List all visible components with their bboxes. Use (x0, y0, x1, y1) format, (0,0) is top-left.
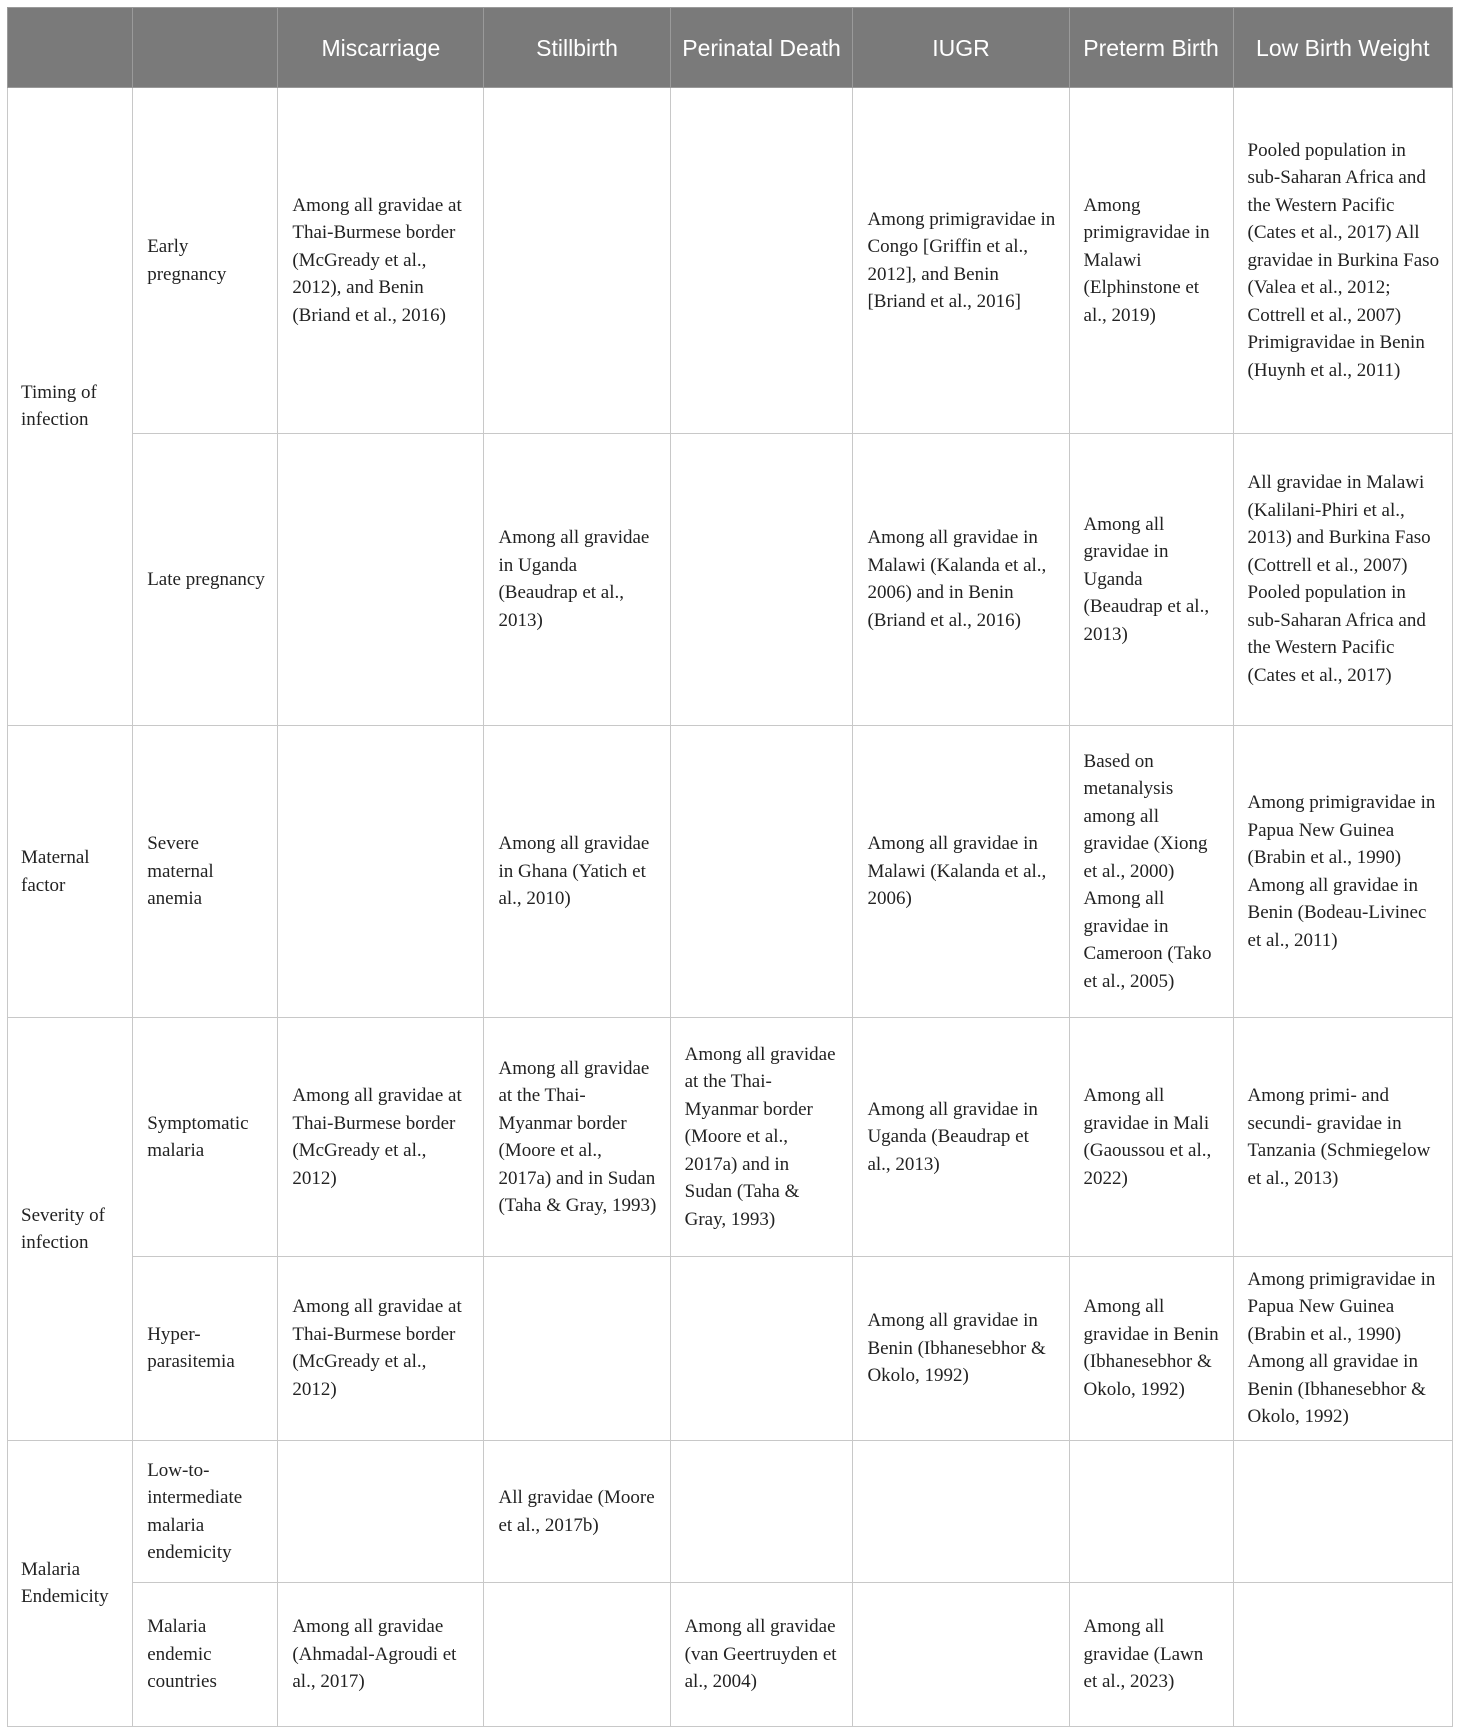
category-malaria-endemicity: Malaria Endemicity (8, 1440, 133, 1726)
header-low-birth-weight: Low Birth Weight (1233, 8, 1452, 88)
table-row (8, 1018, 1453, 1256)
category-timing-of-infection: Timing of infection (8, 88, 133, 726)
factor-hyper-parasitemia: Hyper-parasitemia (133, 1256, 278, 1440)
cell-iugr: Among all gravidae in Uganda (Beaudrap et al., 2013) (853, 1018, 1069, 1256)
factor-severe-maternal-anemia: Severe maternal anemia (133, 725, 278, 1018)
cell-miscarriage (278, 725, 484, 1018)
table-row (8, 1440, 1453, 1583)
outcomes-table (7, 7, 1453, 1727)
cell-perinatal-death: Among all gravidae at the Thai-Myanmar border (Moore et al., 2017a) and in Sudan (Taha & Gray, 1993) (670, 1018, 853, 1256)
table-row (8, 1256, 1453, 1440)
cell-miscarriage (278, 1440, 484, 1583)
cell-miscarriage (278, 434, 484, 726)
cell-miscarriage: Among all gravidae at Thai-Burmese border (McGready et al., 2012), and Benin (Briand et al., 2016) (278, 88, 484, 434)
category-severity-of-infection: Severity of infection (8, 1018, 133, 1440)
cell-iugr: Among all gravidae in Malawi (Kalanda et al., 2006) (853, 725, 1069, 1018)
cell-low-birth-weight: Among primigravidae in Papua New Guinea (Brabin et al., 1990) Among all gravidae in Benin (Bodeau-Livinec et al., 2011) (1233, 725, 1452, 1018)
cell-low-birth-weight: All gravidae in Malawi (Kalilani-Phiri et al., 2013) and Burkina Faso (Cottrell et al., 2007) Pooled population in sub-Saharan Africa and the Western Pacific (Cates et al., 2017) (1233, 434, 1452, 726)
cell-iugr (853, 1583, 1069, 1727)
cell-perinatal-death (670, 88, 853, 434)
header-preterm-birth: Preterm Birth (1069, 8, 1233, 88)
header-corner (8, 8, 133, 88)
cell-stillbirth: All gravidae (Moore et al., 2017b) (484, 1440, 670, 1583)
cell-miscarriage: Among all gravidae at Thai-Burmese border (McGready et al., 2012) (278, 1256, 484, 1440)
cell-low-birth-weight: Among primi- and secundi- gravidae in Tanzania (Schmiegelow et al., 2013) (1233, 1018, 1452, 1256)
header-miscarriage: Miscarriage (278, 8, 484, 88)
factor-late-pregnancy: Late pregnancy (133, 434, 278, 726)
cell-iugr: Among primigravidae in Congo [Griffin et al., 2012], and Benin [Briand et al., 2016] (853, 88, 1069, 434)
cell-stillbirth: Among all gravidae in Ghana (Yatich et al., 2010) (484, 725, 670, 1018)
factor-early-pregnancy: Early pregnancy (133, 88, 278, 434)
cell-preterm-birth: Based on metanalysis among all gravidae (Xiong et al., 2000) Among all gravidae in Cameroon (Tako et al., 2005) (1069, 725, 1233, 1018)
cell-miscarriage: Among all gravidae at Thai-Burmese border (McGready et al., 2012) (278, 1018, 484, 1256)
cell-perinatal-death (670, 1256, 853, 1440)
table-row (8, 88, 1453, 434)
table-row (8, 1583, 1453, 1727)
category-maternal-factor: Maternal factor (8, 725, 133, 1018)
cell-preterm-birth: Among all gravidae in Uganda (Beaudrap et al., 2013) (1069, 434, 1233, 726)
cell-stillbirth: Among all gravidae at the Thai-Myanmar border (Moore et al., 2017a) and in Sudan (Taha & Gray, 1993) (484, 1018, 670, 1256)
cell-preterm-birth: Among primigravidae in Malawi (Elphinstone et al., 2019) (1069, 88, 1233, 434)
cell-low-birth-weight (1233, 1440, 1452, 1583)
table-row (8, 434, 1453, 726)
header-subcategory (133, 8, 278, 88)
factor-malaria-endemic-countries: Malaria endemic countries (133, 1583, 278, 1727)
cell-iugr: Among all gravidae in Malawi (Kalanda et al., 2006) and in Benin (Briand et al., 2016) (853, 434, 1069, 726)
cell-low-birth-weight: Among primigravidae in Papua New Guinea (Brabin et al., 1990) Among all gravidae in Benin (Ibhanesebhor & Okolo, 1992) (1233, 1256, 1452, 1440)
header-row (8, 8, 1453, 88)
cell-low-birth-weight (1233, 1583, 1452, 1727)
cell-perinatal-death (670, 434, 853, 726)
cell-stillbirth (484, 1256, 670, 1440)
cell-stillbirth (484, 88, 670, 434)
cell-perinatal-death (670, 725, 853, 1018)
cell-perinatal-death: Among all gravidae (van Geertruyden et al., 2004) (670, 1583, 853, 1727)
cell-miscarriage: Among all gravidae (Ahmadal-Agroudi et al., 2017) (278, 1583, 484, 1727)
header-stillbirth: Stillbirth (484, 8, 670, 88)
cell-stillbirth: Among all gravidae in Uganda (Beaudrap et al., 2013) (484, 434, 670, 726)
cell-preterm-birth: Among all gravidae (Lawn et al., 2023) (1069, 1583, 1233, 1727)
table-row (8, 725, 1453, 1018)
cell-stillbirth (484, 1583, 670, 1727)
cell-iugr: Among all gravidae in Benin (Ibhanesebhor & Okolo, 1992) (853, 1256, 1069, 1440)
cell-low-birth-weight: Pooled population in sub-Saharan Africa and the Western Pacific (Cates et al., 2017) All gravidae in Burkina Faso (Valea et al., 2012; Cottrell et al., 2007) Primigravidae in Benin (Huynh et al., 2011) (1233, 88, 1452, 434)
factor-symptomatic-malaria: Symptomatic malaria (133, 1018, 278, 1256)
cell-preterm-birth: Among all gravidae in Mali (Gaoussou et al., 2022) (1069, 1018, 1233, 1256)
header-iugr: IUGR (853, 8, 1069, 88)
header-perinatal-death: Perinatal Death (670, 8, 853, 88)
cell-iugr (853, 1440, 1069, 1583)
cell-preterm-birth: Among all gravidae in Benin (Ibhanesebhor & Okolo, 1992) (1069, 1256, 1233, 1440)
factor-low-to-intermediate-endemicity: Low-to-intermediate malaria endemicity (133, 1440, 278, 1583)
cell-preterm-birth (1069, 1440, 1233, 1583)
cell-perinatal-death (670, 1440, 853, 1583)
